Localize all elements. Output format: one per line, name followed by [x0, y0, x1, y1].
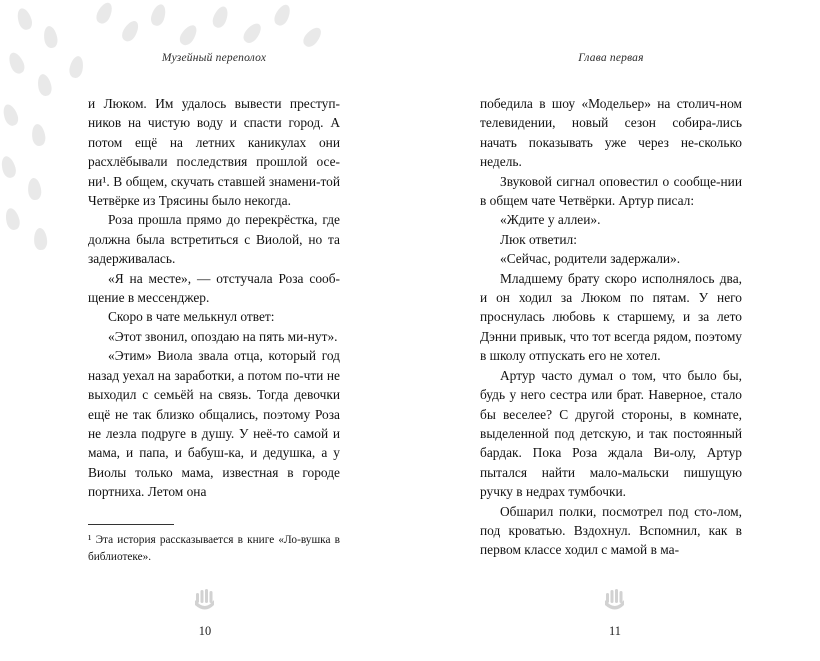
paragraph: Звуковой сигнал оповестил о сообще-нии в общем чате Четвёрки. Артур писал: [480, 173, 742, 209]
paragraph: «Сейчас, родители задержали». [500, 251, 681, 267]
paragraph: Люк ответил: [500, 231, 577, 247]
paragraph: Скоро в чате мелькнул ответ: [108, 309, 275, 325]
footnote-text: ¹ Эта история рассказывается в книге «Ло-вушка в библиотеке». [88, 534, 340, 563]
footnote-block [88, 524, 340, 565]
running-head-left: Музейный переполох [161, 52, 267, 64]
hand-ornament-icon [410, 586, 820, 617]
paragraph: Артур часто думал о том, что было бы, будь у него сестра или брат. Наверное, стало бы веселее? С другой стороны, в комнате, выделенной под детскую, и так постоянный бардак. Пока Роза ждала Ви-олу, Артур пытался найти мало-мальски пишущую ручку в недрах тумбочки. [480, 367, 742, 500]
paragraph: победила в шоу «Модельер» на столич-ном телевидении, новый сезон собира-лись начать показывать уже через не-сколько недель. [480, 96, 742, 170]
right-page-body [480, 94, 742, 560]
page-number-left: 10 [198, 624, 212, 638]
running-head-right: Глава первая [578, 52, 644, 64]
paragraph: «Ждите у аллеи». [500, 212, 601, 228]
paragraph: «Я на месте», — отстучала Роза сооб-щение в мессенджер. [88, 270, 340, 306]
paragraph: и Люком. Им удалось вывести преступ-ников на чистую воду и спасти город. А потом ещё на летних каникулах они расхлёбывали последствия прошлой осе-ни¹. В общем, скучать ставшей знамени-той Четвёрке из Трясины было некогда. [88, 96, 340, 209]
page-number-right: 11 [609, 624, 621, 638]
paragraph: «Этот звонил, опоздаю на пять ми-нут». [108, 328, 338, 344]
paragraph: «Этим» Виола звала отца, который год назад уехал на заработки, а потом по-чти не выходил с семьёй на связь. Тогда девочки ещё не так близко общались, поэтому Роза не лезла подруге в душу. У неё-то самой и мама, и папа, и бабуш-ка, и дедушка, а у Виолы только мама, известная в городе портниха. Летом она [88, 348, 340, 500]
footnote-rule [88, 524, 174, 525]
paragraph: Младшему брату скоро исполнялось два, и он ходил за Люком по пятам. У него проснулась любовь к старшему, и за лето Дэнни привык, что тот всегда рядом, поэтому в школу отпускать его не хотел. [480, 270, 742, 364]
hand-ornament-icon [0, 586, 410, 617]
paragraph: Роза прошла прямо до перекрёстка, где должна была встретиться с Виолой, но та задерживалась. [88, 212, 340, 267]
left-page-body [88, 94, 340, 502]
paragraph: Обшарил полки, посмотрел под сто-лом, под кроватью. Вздохнул. Вспомнил, как в первом классе ходил с мамой в ма- [480, 503, 742, 558]
right-page [410, 0, 820, 661]
